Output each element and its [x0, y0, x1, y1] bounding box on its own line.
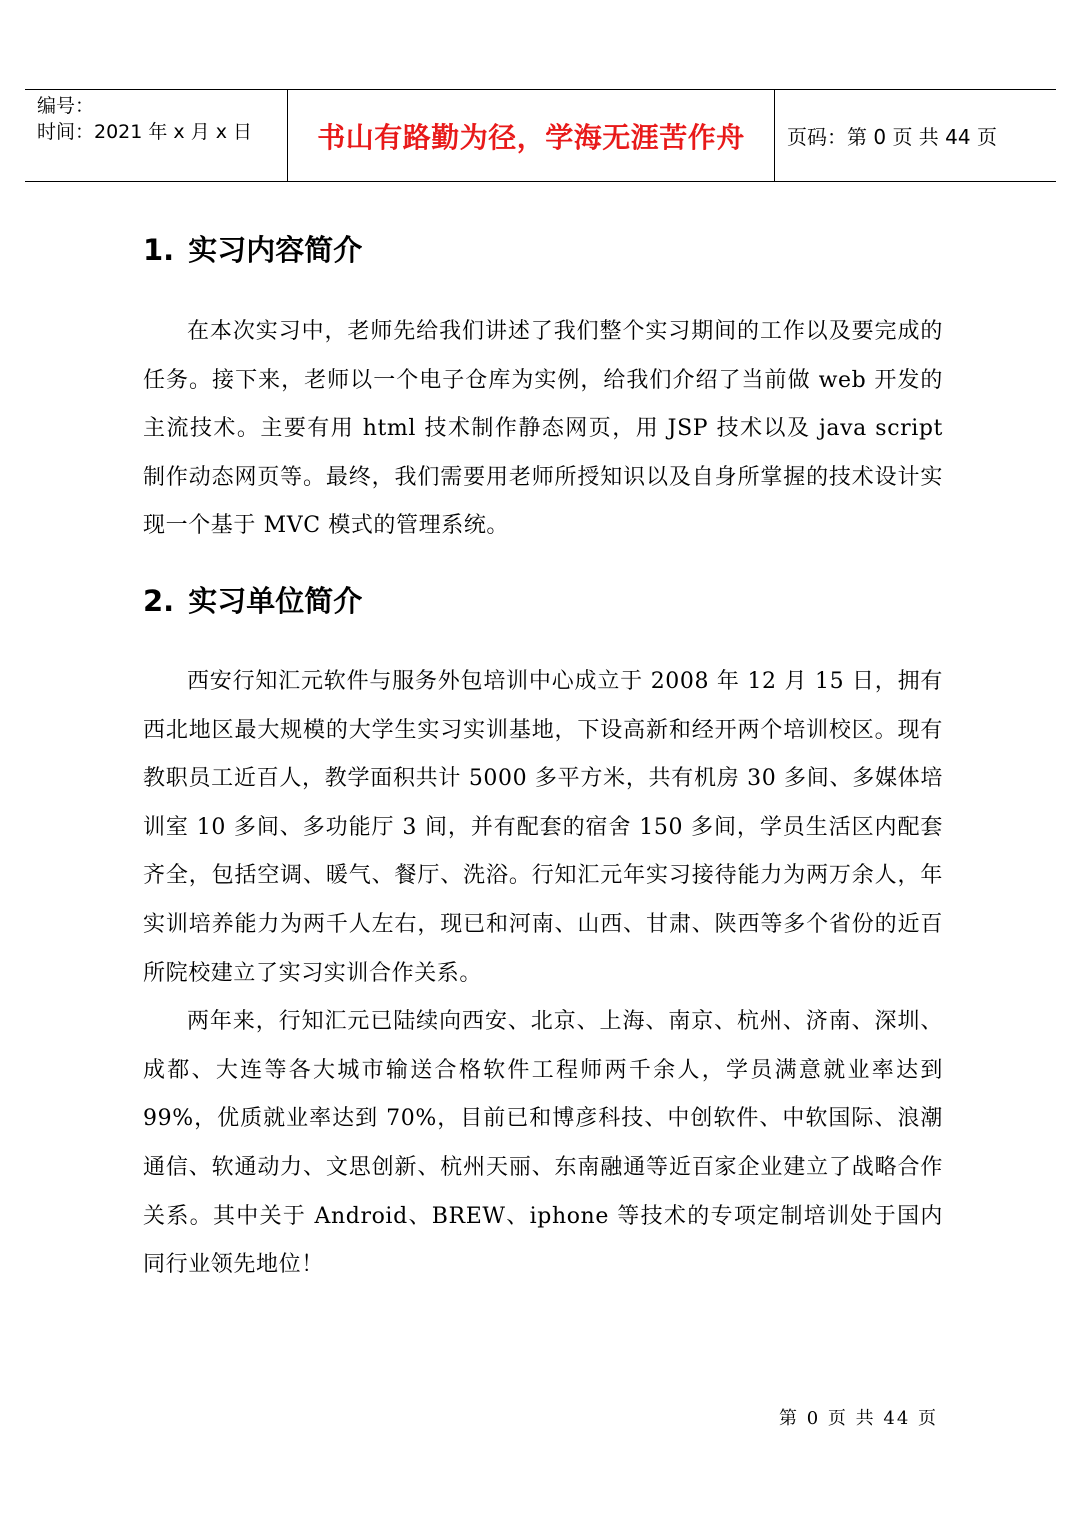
section-heading-company-profile [143, 575, 943, 627]
paragraph: 两年来，行知汇元已陆续向西安、北京、上海、南京、杭州、济南、深圳、成都、大连等各大城市输送合格软件工程师两千余人，学员满意就业率达到 99%，优质就业率达到 70%，目前已和博彦科技、中创软件、中软国际、浪潮通信、软通动力、文思创新、杭州天丽、东南融通等近百家企业建立了战略合作关系。其中关于 Android、BREW、iphone 等技术的专项定制培训处于国内同行业领先地位！ [143, 1009, 943, 1278]
section-heading-internship-content [143, 224, 943, 276]
document-body [143, 224, 943, 1290]
paragraph: 西安行知汇元软件与服务外包培训中心成立于 2008 年 12 月 15 日，拥有西北地区最大规模的大学生实习实训基地，下设高新和经开两个培训校区。现有教职员工近百人，教学面积共计 5000 多平方米，共有机房 30 多间、多媒体培训室 10 多间、多功能厅 3 间，并有配套的宿舍 150 多间，学员生活区内配套齐全，包括空调、暖气、餐厅、洗浴。行知汇元年实习接待能力为两万余人，年实训培养能力为两千人左右，现已和河南、山西、甘肃、陕西等多个省份的近百所院校建立了实习实训合作关系。 [143, 668, 943, 986]
section-title: 实习单位简介 [188, 583, 363, 618]
document-code-label: 编号： [37, 95, 95, 117]
section-number: 1. [143, 233, 175, 267]
header-meta-cell [25, 90, 287, 181]
header-page-cell [775, 90, 1056, 181]
header-motto: 书山有路勤为径，学海无涯苦作舟 [317, 120, 745, 154]
header-motto-cell [287, 90, 775, 181]
section-number: 2. [143, 583, 175, 618]
document-date-label: 时间：2021 年 x 月 x 日 [37, 121, 253, 143]
page-header [25, 89, 1056, 182]
section-title: 实习内容简介 [188, 233, 363, 267]
page-footer-number: 第 0 页 共 44 页 [779, 1408, 938, 1429]
header-page-info: 页码：第 0 页 共 44 页 [787, 125, 997, 149]
paragraph: 在本次实习中，老师先给我们讲述了我们整个实习期间的工作以及要完成的任务。接下来，老师以一个电子仓库为实例，给我们介绍了当前做 web 开发的主流技术。主要有用 html 技术制作静态网页，用 JSP 技术以及 java script 制作动态网页等。最终，我们需要用老师所授知识以及自身所掌握的技术设计实现一个基于 MVC 模式的管理系统。 [143, 319, 943, 539]
